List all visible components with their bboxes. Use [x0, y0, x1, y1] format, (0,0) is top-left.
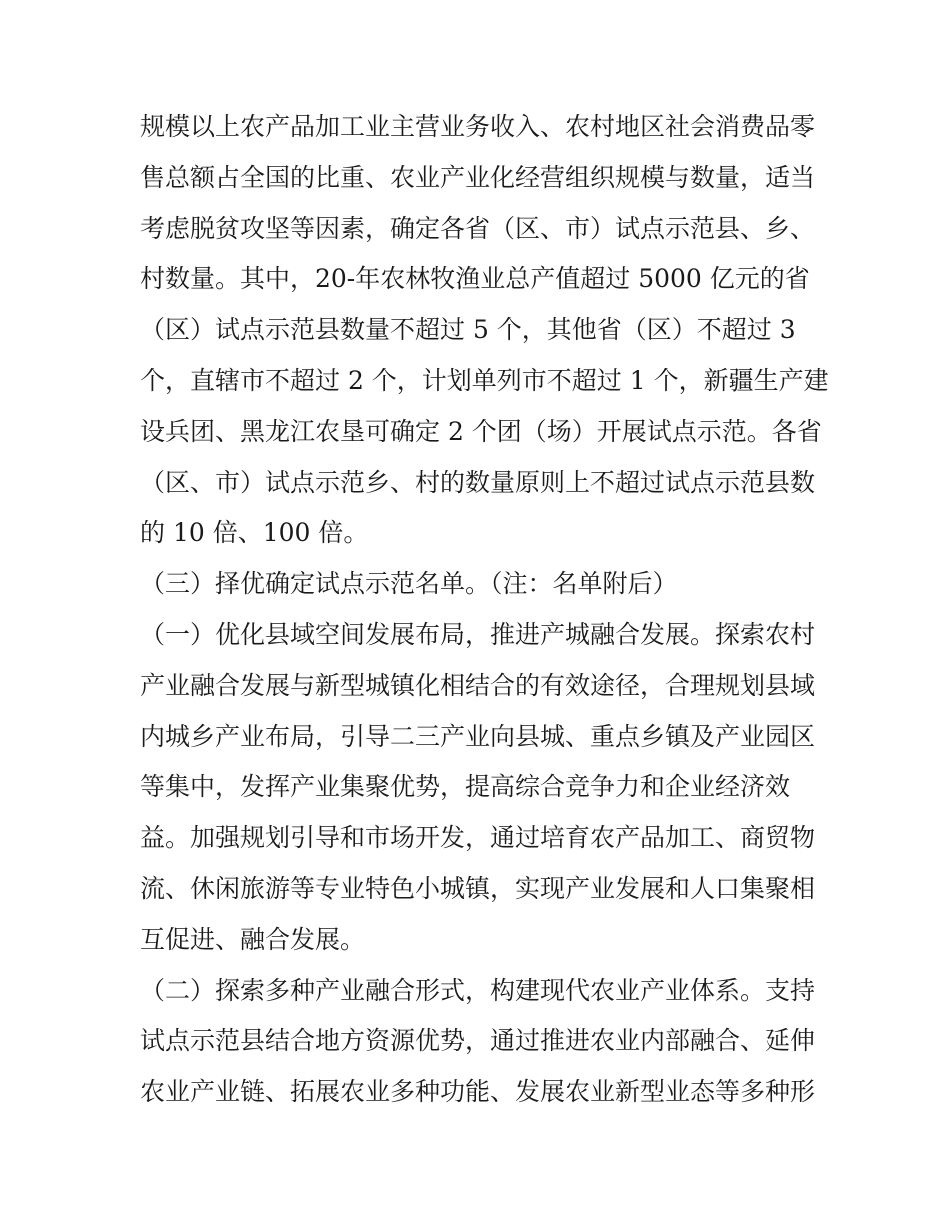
text-line: 售总额占全国的比重、农业产业化经营组织规模与数量，适当 [140, 162, 816, 192]
section-heading-line: （二）探索多种产业融合形式，构建现代农业产业体系。支持 [140, 975, 816, 1005]
text-line: 的 10 倍、100 倍。 [140, 518, 369, 548]
text-line: 村数量。其中，20-年农林牧渔业总产值超过 5000 亿元的省 [140, 264, 810, 294]
text-line: 益。加强规划引导和市场开发，通过培育农产品加工、商贸物 [140, 823, 816, 853]
text-line: （区、市）试点示范乡、村的数量原则上不超过试点示范县数 [140, 467, 816, 497]
text-line: 等集中，发挥产业集聚优势，提高综合竞争力和企业经济效 [140, 772, 791, 802]
text-line: 互促进、融合发展。 [140, 924, 366, 954]
text-line: 个，直辖市不超过 2 个，计划单列市不超过 1 个，新疆生产建 [140, 365, 829, 395]
text-line: 产业融合发展与新型城镇化相结合的有效途径，合理规划县域 [140, 670, 816, 700]
text-line: （区）试点示范县数量不超过 5 个，其他省（区）不超过 3 [140, 315, 796, 345]
text-line: 设兵团、黑龙江农垦可确定 2 个团（场）开展试点示范。各省 [140, 416, 822, 446]
text-line: 规模以上农产品加工业主营业务收入、农村地区社会消费品零 [140, 112, 816, 141]
text-line: 试点示范县结合地方资源优势，通过推进农业内部融合、延伸 [140, 1026, 816, 1056]
text-line: 农业产业链、拓展农业多种功能、发展农业新型业态等多种形 [140, 1077, 816, 1107]
section-heading-line: （三）择优确定试点示范名单。（注：名单附后） [140, 569, 678, 599]
document-body [140, 102, 829, 1118]
text-line: 考虑脱贫攻坚等因素，确定各省（区、市）试点示范县、乡、 [140, 213, 816, 243]
text-line: 流、休闲旅游等专业特色小城镇，实现产业发展和人口集聚相 [140, 873, 816, 903]
text-line: 内城乡产业布局，引导二三产业向县城、重点乡镇及产业园区 [140, 721, 816, 751]
section-heading-line: （一）优化县域空间发展布局，推进产城融合发展。探索农村 [140, 619, 816, 649]
